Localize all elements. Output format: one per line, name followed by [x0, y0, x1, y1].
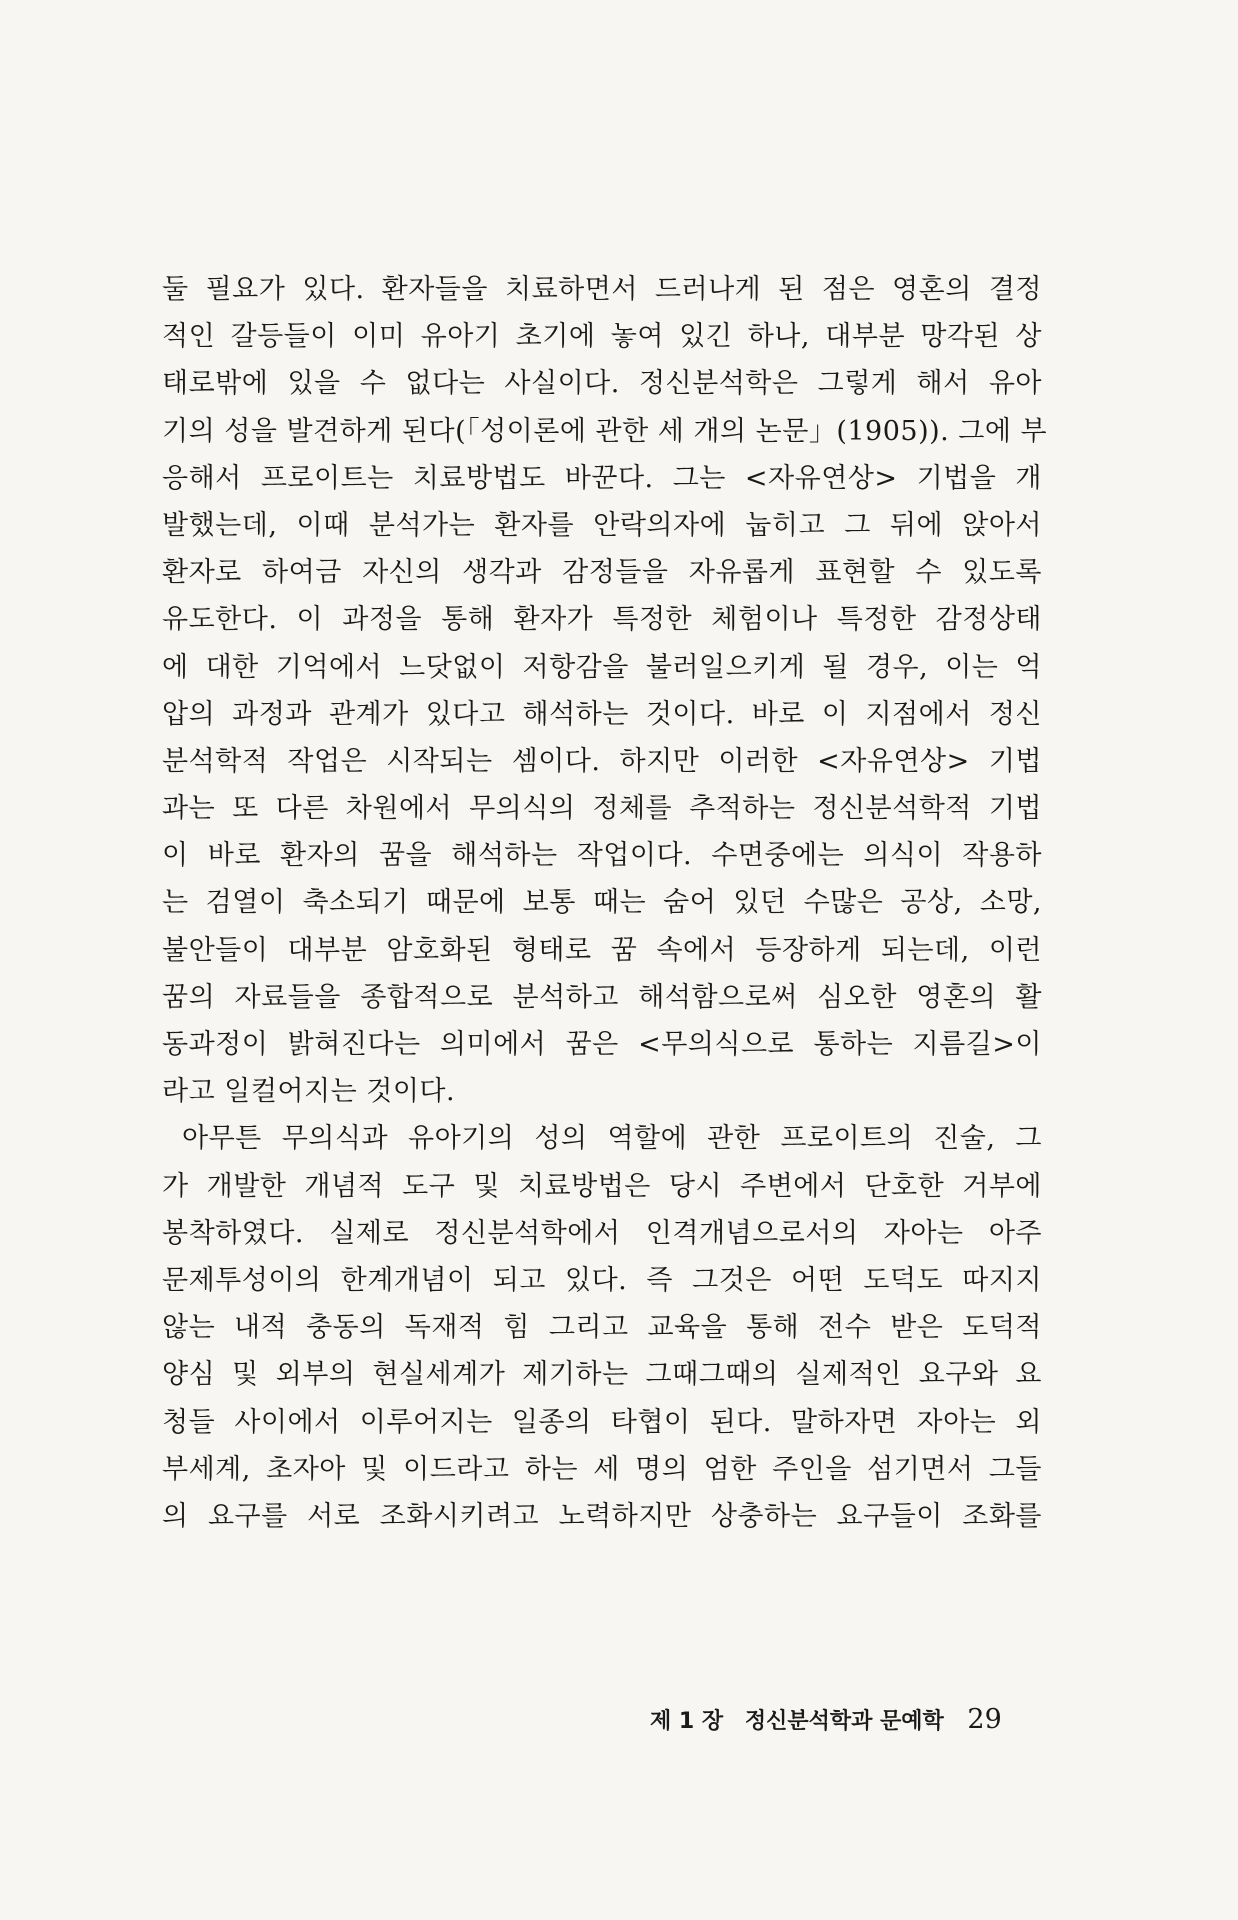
text-line: 환자로 하여금 자신의 생각과 감정들을 자유롭게 표현할 수 있도록: [162, 557, 1042, 589]
text-line: 이 바로 환자의 꿈을 해석하는 작업이다. 수면중에는 의식이 작용하: [162, 840, 1042, 872]
text-line: 동과정이 밝혀진다는 의미에서 꿈은 <무의식으로 통하는 지름길>이: [162, 1029, 1042, 1060]
page-footer: [650, 1700, 1042, 1740]
body-text: [162, 266, 1048, 1540]
text-line: 봉착하였다. 실제로 정신분석학에서 인격개념으로서의 자아는 아주: [162, 1217, 1042, 1249]
text-line: 분석학적 작업은 시작되는 셈이다. 하지만 이러한 <자유연상> 기법: [162, 745, 1042, 777]
text-line: 는 검열이 축소되기 때문에 보통 때는 숨어 있던 수많은 공상, 소망,: [162, 887, 1042, 919]
chapter-label: 제 1 장: [650, 1709, 724, 1734]
text-line: 응해서 프로이트는 치료방법도 바꾼다. 그는 <자유연상> 기법을 개: [162, 462, 1042, 494]
text-line: 꿈의 자료들을 종합적으로 분석하고 해석함으로써 심오한 영혼의 활: [162, 981, 1042, 1013]
text-line: 압의 과정과 관계가 있다고 해석하는 것이다. 바로 이 지점에서 정신: [162, 698, 1042, 730]
text-line: 가 개발한 개념적 도구 및 치료방법은 당시 주변에서 단호한 거부에: [162, 1170, 1042, 1202]
chapter-title: 정신분석학과 문예학: [744, 1709, 944, 1734]
text-line: 둘 필요가 있다. 환자들을 치료하면서 드러나게 된 점은 영혼의 결정: [162, 274, 1042, 305]
text-line: 양심 및 외부의 현실세계가 제기하는 그때그때의 실제적인 요구와 요: [162, 1359, 1042, 1391]
text-line: 적인 갈등들이 이미 유아기 초기에 놓여 있긴 하나, 대부분 망각된 상: [162, 321, 1042, 353]
paragraph: [162, 266, 1048, 1115]
text-line: 의 요구를 서로 조화시키려고 노력하지만 상충하는 요구들이 조화를: [162, 1500, 1042, 1532]
text-line: 아무튼 무의식과 유아기의 성의 역할에 관한 프로이트의 진술, 그: [182, 1123, 1042, 1155]
text-line: 불안들이 대부분 암호화된 형태로 꿈 속에서 등장하게 되는데, 이런: [162, 934, 1042, 966]
text-line: 에 대한 기억에서 느닷없이 저항감을 불러일으키게 될 경우, 이는 억: [162, 651, 1042, 683]
text-line: 과는 또 다른 차원에서 무의식의 정체를 추적하는 정신분석학적 기법: [162, 793, 1042, 825]
page-number: 29: [967, 1704, 1002, 1735]
text-line: 라고 일컬어지는 것이다.: [162, 1076, 456, 1108]
text-line: 태로밖에 있을 수 없다는 사실이다. 정신분석학은 그렇게 해서 유아: [162, 368, 1042, 400]
text-line: 기의 성을 발견하게 된다(「성이론에 관한 세 개의 논문」(1905)). 그에 부: [162, 415, 1048, 447]
text-line: 유도한다. 이 과정을 통해 환자가 특정한 체험이나 특정한 감정상태: [162, 604, 1042, 636]
text-line: 않는 내적 충동의 독재적 힘 그리고 교육을 통해 전수 받은 도덕적: [162, 1312, 1042, 1344]
text-line: 청들 사이에서 이루어지는 일종의 타협이 된다. 말하자면 자아는 외: [162, 1406, 1042, 1438]
paragraph: [162, 1115, 1042, 1540]
text-line: 부세계, 초자아 및 이드라고 하는 세 명의 엄한 주인을 섬기면서 그들: [162, 1453, 1042, 1485]
text-line: 발했는데, 이때 분석가는 환자를 안락의자에 눕히고 그 뒤에 앉아서: [162, 509, 1042, 541]
text-line: 문제투성이의 한계개념이 되고 있다. 즉 그것은 어떤 도덕도 따지지: [162, 1264, 1042, 1296]
